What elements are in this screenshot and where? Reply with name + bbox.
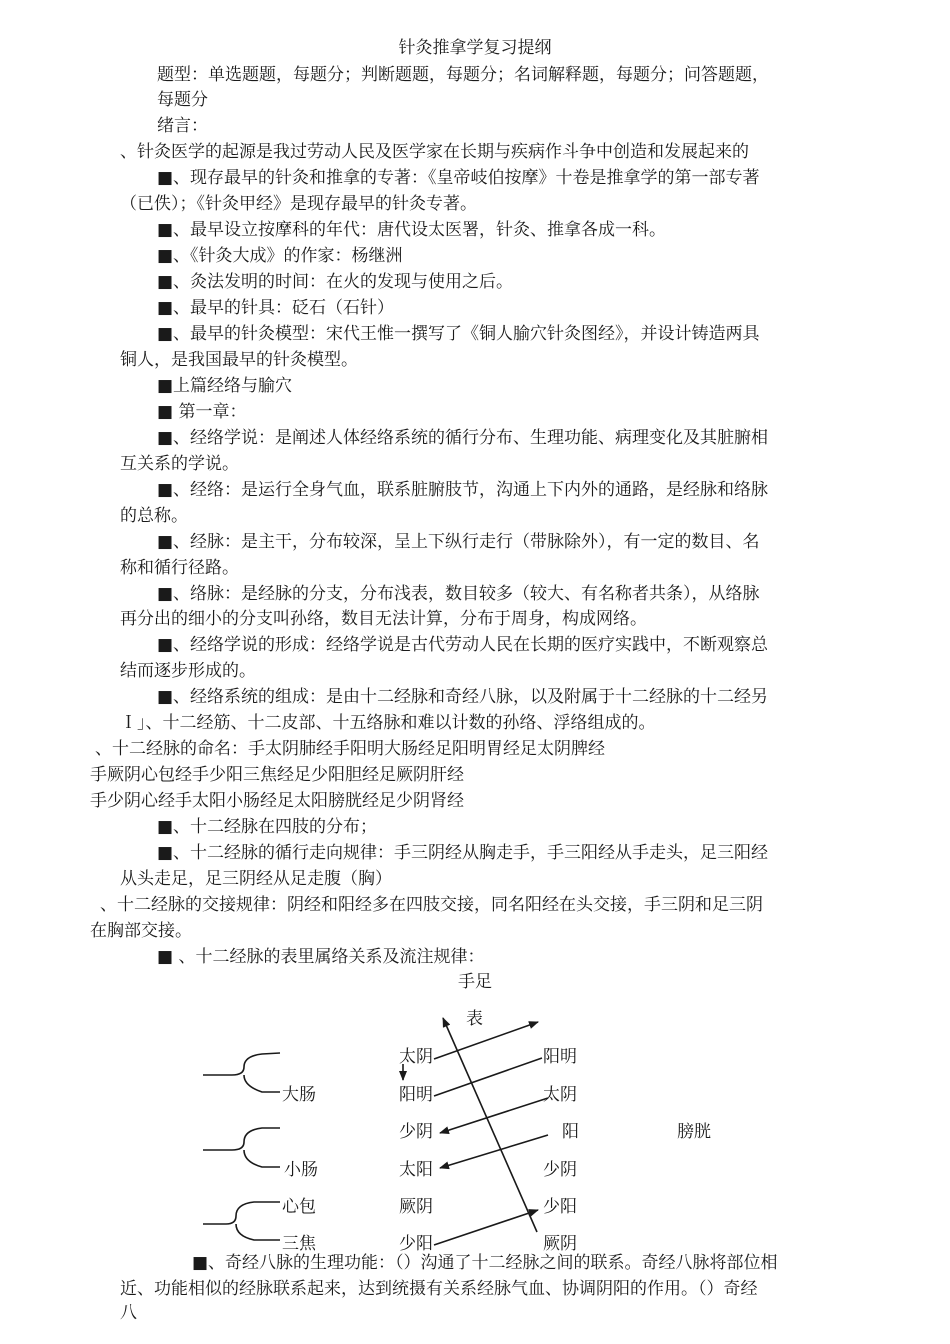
text-line: 每题分	[157, 90, 208, 110]
text-line: ■、灸法发明的时间：在火的发现与使用之后。	[157, 272, 514, 292]
right-label: 厥阴	[543, 1234, 577, 1254]
text-line: 手厥阴心包经手少阳三焦经足少阳胆经足厥阴肝经	[90, 765, 464, 785]
arrow-line	[434, 1022, 538, 1059]
brace-line	[244, 1075, 280, 1092]
page-title: 针灸推拿学复习提纲	[398, 38, 552, 58]
arrow-line	[434, 1210, 538, 1245]
right-label: 少阳	[543, 1197, 577, 1217]
arrow-line	[440, 1098, 548, 1133]
text-line: ■、经络学说：是阐述人体经络系统的循行分布、生理功能、病理变化及其脏腑相	[157, 428, 769, 448]
chapter-heading: ■ 第一章：	[157, 402, 247, 422]
text-line: ■、最早的针灸模型：宋代王惟一撰写了《铜人腧穴针灸图经》，并设计铸造两具	[157, 324, 760, 344]
arrow-line	[434, 1058, 542, 1096]
arrow-line	[443, 1018, 537, 1232]
text-line: 、十二经脉的交接规律：阴经和阳经多在四肢交接，同名阳经在头交接，手三阴和足三阴	[100, 895, 763, 915]
organ-label: 小肠	[284, 1160, 318, 1180]
text-line: 绪言：	[157, 116, 208, 136]
left-label: 太阴	[399, 1047, 433, 1067]
left-label: 阳明	[399, 1085, 433, 1105]
text-line: ■、经络学说的形成：经络学说是古代劳动人民在长期的医疗实践中，不断观察总	[157, 635, 769, 655]
text-line: 从头走足，足三阴经从足走腹（胸）	[120, 869, 392, 889]
text-line: ■、现存最早的针灸和推拿的专著：《皇帝岐伯按摩》十卷是推拿学的第一部专著	[157, 168, 760, 188]
text-line: ■、络脉：是经脉的分支，分布浅表，数目较多（较大、有名称者共条），从络脉	[157, 584, 760, 604]
text-line: 再分出的细小的分支叫孙络，数目无法计算，分布于周身，构成网络。	[120, 609, 647, 629]
organ-label: 大肠	[282, 1085, 316, 1105]
text-line: 的总称。	[120, 506, 188, 526]
diagram-header: 手足	[458, 972, 492, 992]
text-line: 近、功能相似的经脉联系起来，达到统摄有关系经脉气血、协调阴阳的作用。（）奇经	[120, 1279, 758, 1299]
organ-label: 三焦	[282, 1234, 316, 1254]
text-line: （已佚）；《针灸甲经》是现存最早的针灸专著。	[120, 194, 477, 214]
text-line: ■、经脉：是主干，分布较深，呈上下纵行走行（带脉除外），有一定的数目、名	[157, 532, 760, 552]
text-line: 称和循行径路。	[120, 558, 239, 578]
text-line: ■、最早设立按摩科的年代：唐代设太医署，针灸、推拿各成一科。	[157, 220, 667, 240]
text-line: ■、最早的针具：砭石（石针）	[157, 298, 395, 318]
brace-line	[203, 1202, 280, 1224]
diagram-subheader: 表	[466, 1009, 483, 1029]
right-label: 阳	[562, 1122, 579, 1142]
text-line: 题型：单选题题，每题分；判断题题，每题分；名词解释题，每题分；问答题题，	[157, 65, 769, 85]
left-label: 少阴	[399, 1122, 433, 1142]
organ-label: 膀胱	[677, 1122, 711, 1142]
brace-line	[244, 1150, 280, 1167]
right-label: 少阴	[543, 1160, 577, 1180]
text-line: ■、十二经脉在四肢的分布；	[157, 817, 378, 837]
text-line: 互关系的学说。	[120, 454, 239, 474]
left-label: 厥阴	[399, 1197, 433, 1217]
text-line: 手少阴心经手太阳小肠经足太阳膀胱经足少阴肾经	[90, 791, 464, 811]
text-line: ■、经络系统的组成：是由十二经脉和奇经八脉，以及附属于十二经脉的十二经另	[157, 687, 769, 707]
text-line: ■、十二经脉的循行走向规律：手三阴经从胸走手，手三阳经从手走头，足三阳经	[157, 843, 769, 863]
text-line: Ｉ」、十二经筋、十二皮部、十五络脉和难以计数的孙络、浮络组成的。	[120, 713, 656, 733]
text-line: ■ 、十二经脉的表里属络关系及流注规律：	[157, 947, 485, 967]
brace-line	[203, 1053, 280, 1075]
text-line: 结而逐步形成的。	[120, 661, 256, 681]
brace-line	[203, 1128, 280, 1150]
organ-label: 心包	[282, 1197, 316, 1217]
text-line: 八	[120, 1303, 137, 1323]
left-label: 太阳	[399, 1160, 433, 1180]
text-line: ■、奇经八脉的生理功能：（）沟通了十二经脉之间的联系。奇经八脉将部位相	[192, 1253, 778, 1273]
text-line: 铜人，是我国最早的针灸模型。	[120, 350, 358, 370]
left-label: 少阳	[399, 1234, 433, 1254]
text-line: 在胸部交接。	[90, 921, 192, 941]
text-line: ■、经络：是运行全身气血，联系脏腑肢节，沟通上下内外的通路，是经脉和络脉	[157, 480, 769, 500]
text-line: 、十二经脉的命名：手太阴肺经手阳明大肠经足阳明胃经足太阴脾经	[95, 739, 605, 759]
text-line: 、针灸医学的起源是我过劳动人民及医学家在长期与疾病作斗争中创造和发展起来的	[120, 142, 749, 162]
brace-line	[236, 1224, 280, 1240]
section-heading: ■上篇经络与腧穴	[157, 376, 293, 396]
arrow-line	[440, 1135, 548, 1168]
text-line: ■、《针灸大成》的作家：杨继洲	[157, 246, 403, 266]
right-label: 阳明	[543, 1047, 577, 1067]
right-label: 太阴	[543, 1085, 577, 1105]
